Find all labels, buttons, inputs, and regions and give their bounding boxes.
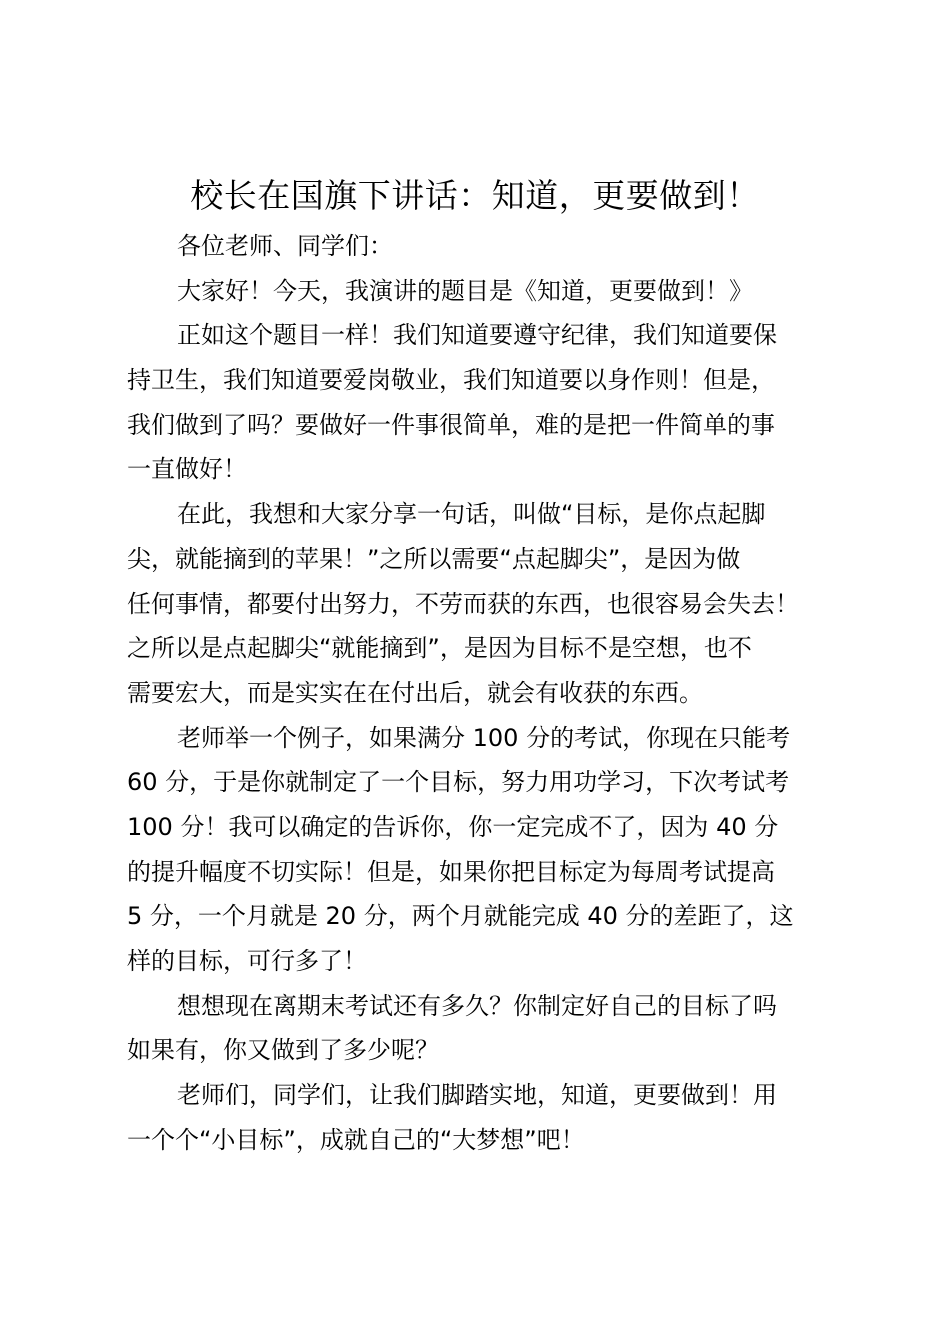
text-line: 需要宏大，而是实实在在付出后，就会有收获的东西。 bbox=[127, 678, 703, 707]
text-line: 的提升幅度不切实际！但是，如果你把目标定为每周考试提高 bbox=[127, 857, 775, 886]
text-line: 样的目标，可行多了！ bbox=[127, 947, 367, 975]
text-line: 100 分！我可以确定的告诉你，你一定完成不了，因为 40 分 bbox=[127, 812, 779, 841]
text-line: 各位老师、同学们： bbox=[177, 232, 393, 260]
text-line: 如果有，你又做到了多少呢？ bbox=[127, 1036, 439, 1065]
text-line: 一个个“小目标”，成就自己的“大梦想”吧！ bbox=[127, 1125, 585, 1154]
text-line: 5 分，一个月就是 20 分，两个月就能完成 40 分的差距了，这 bbox=[127, 902, 794, 931]
text-line: 60 分，于是你就制定了一个目标，努力用功学习，下次考试考 bbox=[127, 768, 790, 797]
text-line: 之所以是点起脚尖“就能摘到”，是因为目标不是空想，也不 bbox=[127, 634, 752, 663]
document-body bbox=[127, 224, 833, 1162]
text-line: 老师举一个例子，如果满分 100 分的考试，你现在只能考 bbox=[177, 723, 791, 752]
text-line: 正如这个题目一样！我们知道要遵守纪律，我们知道要保 bbox=[177, 321, 777, 350]
text-line: 尖，就能摘到的苹果！”之所以需要“点起脚尖”，是因为做 bbox=[127, 544, 741, 573]
text-line: 在此，我想和大家分享一句话，叫做“目标，是你点起脚 bbox=[177, 500, 766, 529]
document-title: 校长在国旗下讲话：知道，更要做到！ bbox=[190, 176, 760, 215]
text-line: 老师们，同学们，让我们脚踏实地，知道，更要做到！用 bbox=[177, 1081, 777, 1110]
text-line: 任何事情，都要付出努力，不劳而获的东西，也很容易会失去！ bbox=[127, 589, 799, 618]
text-line: 持卫生，我们知道要爱岗敬业，我们知道要以身作则！但是， bbox=[127, 366, 775, 395]
text-line: 一直做好！ bbox=[127, 455, 247, 484]
text-line: 我们做到了吗？要做好一件事很简单，难的是把一件简单的事 bbox=[127, 410, 775, 439]
text-line: 想想现在离期末考试还有多久？你制定好自己的目标了吗 bbox=[177, 991, 777, 1020]
text-line: 大家好！今天，我演讲的题目是《知道，更要做到！》 bbox=[177, 276, 753, 305]
